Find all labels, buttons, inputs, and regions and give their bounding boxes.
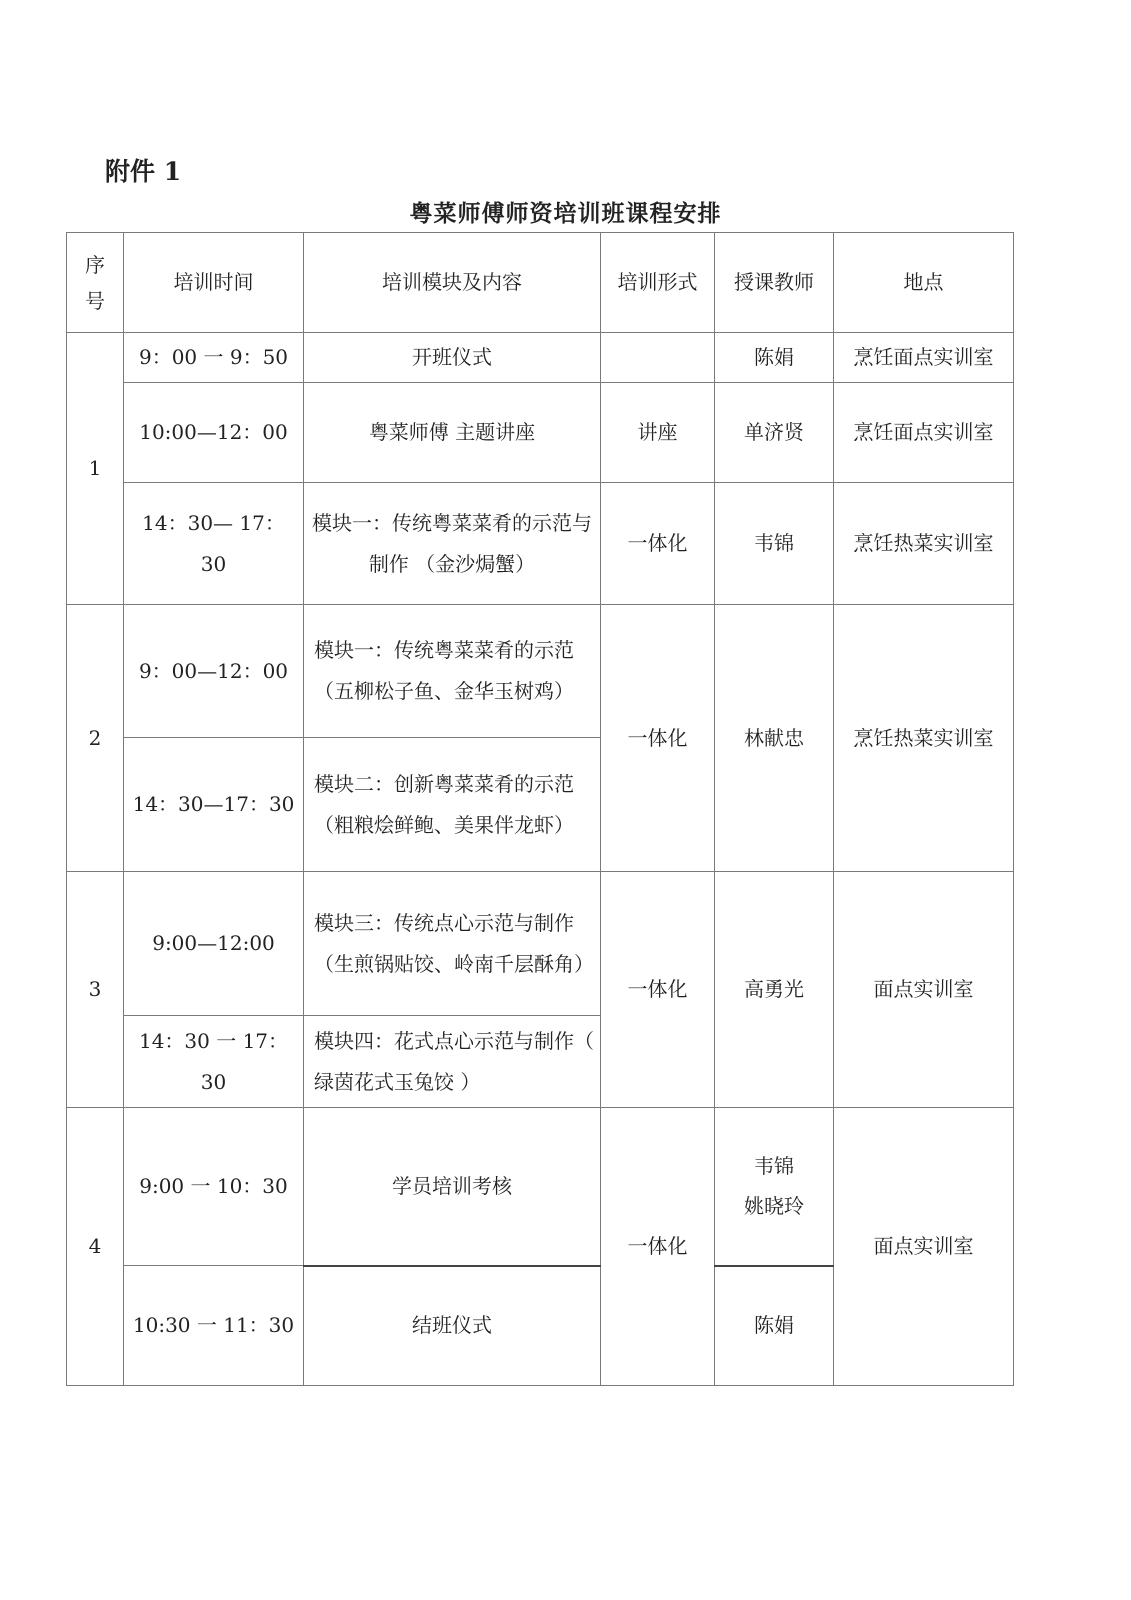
form-cell: 一体化 [601, 483, 715, 605]
module-cell: 结班仪式 [304, 1266, 601, 1386]
teacher-cell: 单济贤 [715, 383, 834, 483]
header-seq [67, 233, 124, 333]
table-row [67, 483, 1014, 605]
time-cell: 9:00 一 10：30 [124, 1108, 304, 1266]
form-cell: 一体化 [601, 1108, 715, 1386]
header-module: 培训模块及内容 [304, 233, 601, 333]
table-row [67, 1108, 1014, 1266]
teacher-cell: 高勇光 [715, 872, 834, 1108]
header-row [67, 233, 1014, 333]
teacher-cell [715, 1108, 834, 1266]
time-cell: 9：00 一 9：50 [124, 333, 304, 383]
module-cell: 学员培训考核 [304, 1108, 601, 1266]
header-location: 地点 [834, 233, 1014, 333]
form-cell: 一体化 [601, 872, 715, 1108]
form-cell: 一体化 [601, 605, 715, 872]
module-cell: 模块三：传统点心示范与制作（生煎锅贴饺、岭南千层酥角） [304, 872, 601, 1016]
teacher-name: 韦锦 [754, 1154, 794, 1179]
time-cell: 10:00—12：00 [124, 383, 304, 483]
location-cell: 烹饪热菜实训室 [834, 483, 1014, 605]
header-seq-line1: 序 [85, 252, 105, 277]
location-cell: 面点实训室 [834, 1108, 1014, 1386]
form-cell [601, 333, 715, 383]
header-teacher: 授课教师 [715, 233, 834, 333]
time-cell: 10:30 一 11：30 [124, 1266, 304, 1386]
seq-cell: 3 [67, 872, 124, 1108]
teacher-cell: 陈娟 [715, 333, 834, 383]
header-form: 培训形式 [601, 233, 715, 333]
location-cell: 烹饪热菜实训室 [834, 605, 1014, 872]
module-cell: 模块一：传统粤菜菜肴的示范 （五柳松子鱼、金华玉树鸡） [304, 605, 601, 738]
teacher-cell: 陈娟 [715, 1266, 834, 1386]
module-cell: 模块四：花式点心示范与制作（ 绿茵花式玉兔饺 ） [304, 1016, 601, 1108]
time-cell: 9:00—12:00 [124, 872, 304, 1016]
form-cell: 讲座 [601, 383, 715, 483]
teacher-name: 姚晓玲 [744, 1194, 804, 1219]
document-title: 粤菜师傅师资培训班课程安排 [409, 200, 722, 227]
schedule-table [66, 232, 1014, 1386]
seq-cell: 4 [67, 1108, 124, 1386]
time-cell: 14：30— 17：30 [124, 483, 304, 605]
module-cell: 模块一：传统粤菜菜肴的示范与制作 （金沙焗蟹） [304, 483, 601, 605]
location-cell: 面点实训室 [834, 872, 1014, 1108]
time-cell: 14：30—17：30 [124, 738, 304, 872]
table-row [67, 605, 1014, 738]
header-seq-line2: 号 [85, 288, 105, 313]
time-cell: 9：00—12：00 [124, 605, 304, 738]
table-row [67, 333, 1014, 383]
module-cell: 开班仪式 [304, 333, 601, 383]
location-cell: 烹饪面点实训室 [834, 333, 1014, 383]
seq-cell: 1 [67, 333, 124, 605]
table-row [67, 872, 1014, 1016]
header-time: 培训时间 [124, 233, 304, 333]
seq-cell: 2 [67, 605, 124, 872]
teacher-cell: 林献忠 [715, 605, 834, 872]
table-row [67, 383, 1014, 483]
location-cell: 烹饪面点实训室 [834, 383, 1014, 483]
teacher-cell: 韦锦 [715, 483, 834, 605]
module-cell: 模块二：创新粤菜菜肴的示范 （粗粮烩鲜鲍、美果伴龙虾） [304, 738, 601, 872]
module-cell: 粤菜师傅 主题讲座 [304, 383, 601, 483]
attachment-label: 附件 1 [105, 157, 182, 186]
time-cell: 14：30 一 17：30 [124, 1016, 304, 1108]
